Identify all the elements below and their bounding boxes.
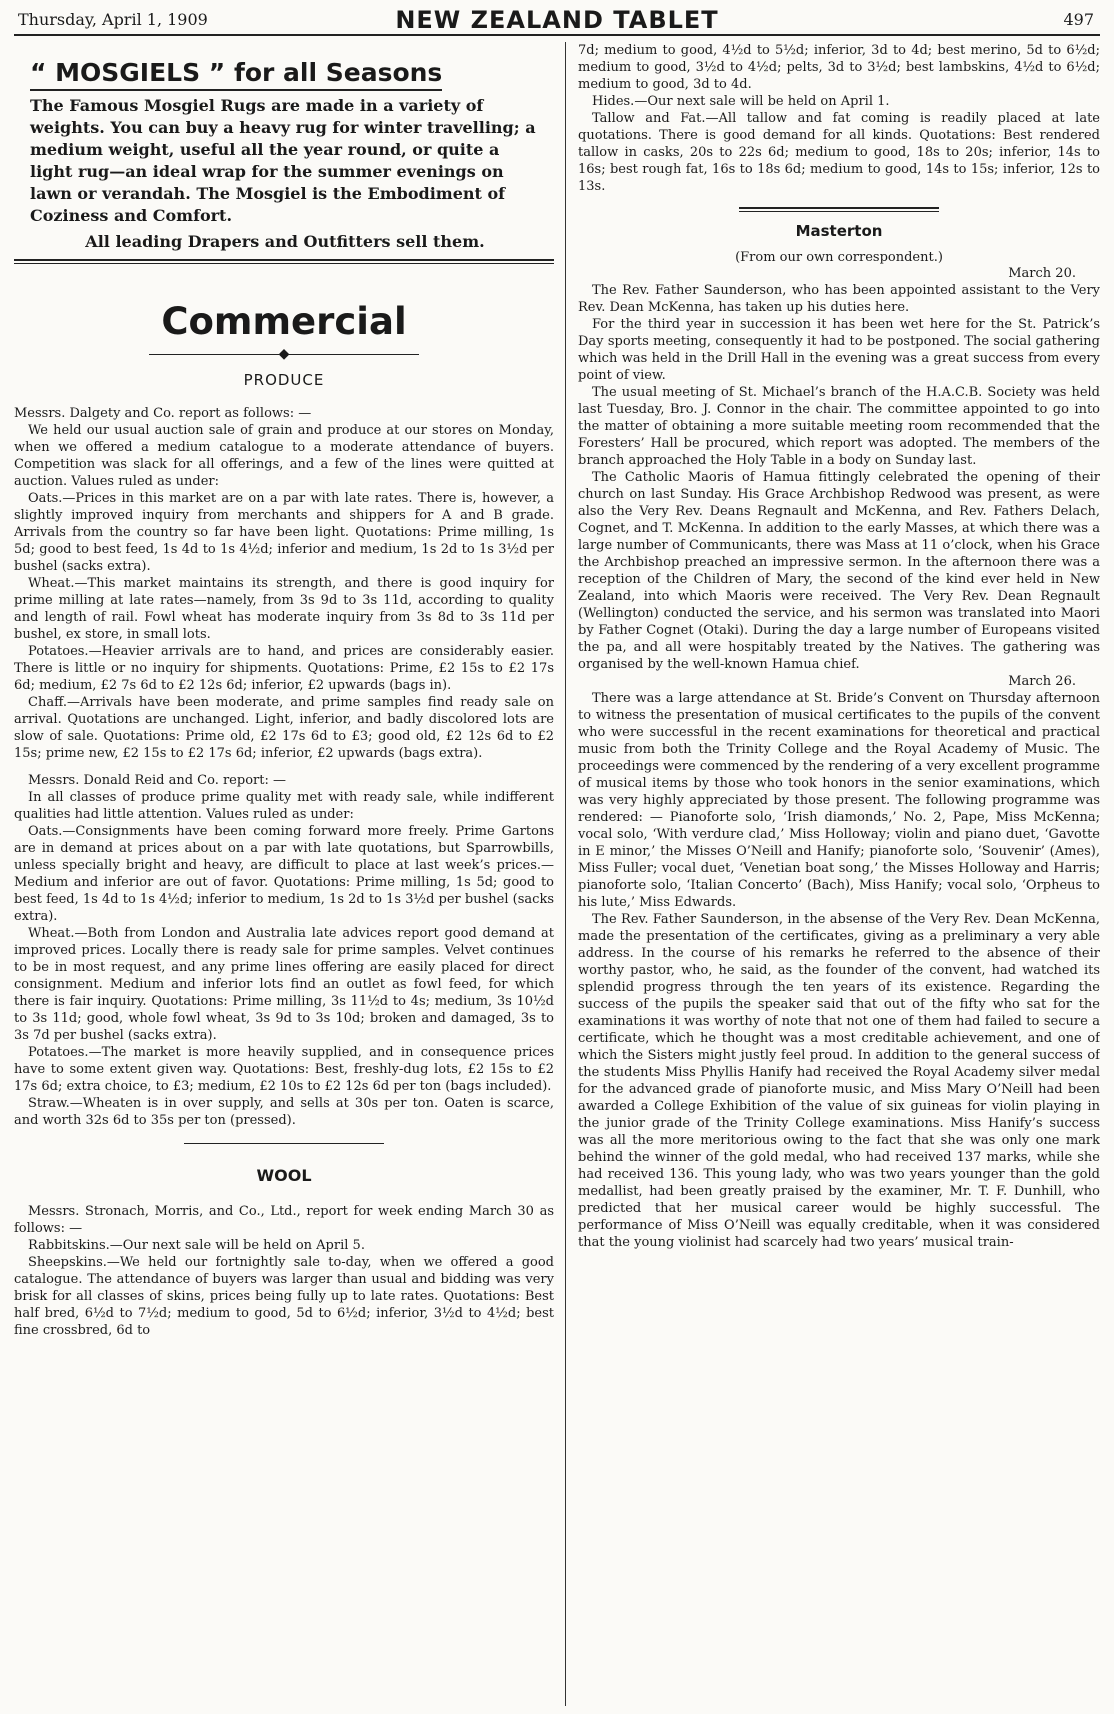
reid-para: In all classes of produce prime quality met with ready sale, while indifferent qualities had little attention. Values ruled as under:: [14, 790, 554, 822]
dalgety-oats: Oats.—Prices in this market are on a par with late rates. There is, however, a slightly improved inquiry from merchants and shippers for A and B grade. Arrivals from the country so far have been light. Quotations: Prime milling, 1s 5d; good to best feed, 1s 4d to 1s 4½d; inferior and medium, 1s 2d to 1s 3½d per bushel (sacks extra).: [14, 491, 554, 574]
dalgety-wheat: Wheat.—This market maintains its strength, and there is good inquiry for prime milling at late rates—namely, from 3s 9d to 3s 11d, according to quality and length of rail. Fowl wheat has moderate inquiry from 3s 8d to 3s 11d per bushel, ex store, in small lots.: [14, 576, 554, 642]
reid-wheat: Wheat.—Both from London and Australia late advices report good demand at improved prices. Locally there is ready sale for prime samples. Velvet continues to be in most request, and any prime lines offering are easily placed for direct consignment. Medium and inferior lots find an outlet as fowl feed, for which there is fair inquiry. Quotations: Prime milling, 3s 11½d to 4s; medium, 3s 10½d to 3s 11d; good, whole fowl wheat, 3s 9d to 3s 10d; broken and damaged, 3s to 3s 7d per bushel (sacks extra).: [14, 926, 554, 1043]
page-header: [14, 4, 1100, 36]
ad-rule: [14, 259, 554, 264]
wool-intro: Messrs. Stronach, Morris, and Co., Ltd., report for week ending March 30 as follows: —: [14, 1204, 554, 1236]
masterton-para: For the third year in succession it has been wet here for the St. Patrick’s Day sports meeting, consequently it had to be postponed. The social gathering which was held in the Drill Hall in the evening was a great success from every point of view.: [578, 317, 1100, 383]
hides-para: Hides.—Our next sale will be held on April 1.: [592, 94, 890, 109]
wool-continued: 7d; medium to good, 4½d to 5½d; inferior, 3d to 4d; best merino, 5d to 6½d; medium to good, 3½d to 4½d; pelts, 3d to 3½d; best lambskins, 4½d to 6½d; medium to good, 3d to 4d.: [578, 43, 1100, 92]
ad-body: The Famous Mosgiel Rugs are made in a variety of weights. You can buy a heavy rug for winter travelling; a medium weight, useful all the year round, or quite a light rug—an ideal wrap for the summer evenings on lawn or verandah. The Mosgiel is the Embodiment of Coziness and Comfort.: [30, 96, 536, 225]
dalgety-chaff: Chaff.—Arrivals have been moderate, and prime samples find ready sale on arrival. Quotations are unchanged. Light, inferior, and badly discolored lots are slow of sale. Quotations: Prime old, £2 17s 6d to £3; good old, £2 12s 6d to £2 15s; prime new, £2 15s to £2 17s 6d; inferior, £2 upwards (bags extra).: [14, 695, 554, 761]
wool-heading: WOOL: [256, 1166, 312, 1185]
dalgety-potatoes: Potatoes.—Heavier arrivals are to hand, and prices are considerably easier. There is little or no inquiry for shipments. Quotations: Prime, £2 15s to £2 17s 6d; medium, £2 7s 6d to £2 12s 6d; inferior, £2 upwards (bags in).: [14, 644, 554, 693]
reid-intro: Messrs. Donald Reid and Co. report: —: [28, 773, 286, 788]
left-column: [14, 42, 554, 1706]
wool-rabbitskins: Rabbitskins.—Our next sale will be held on April 5.: [28, 1238, 365, 1253]
dalgety-intro: Messrs. Dalgety and Co. report as follows: —: [14, 406, 312, 421]
dateline-1: March 20.: [1008, 266, 1076, 281]
section-rule: [184, 1143, 384, 1144]
issue-date: Thursday, April 1, 1909: [18, 10, 208, 29]
diamond-icon: ◆: [278, 346, 290, 362]
section-rule-right: [739, 207, 939, 212]
produce-heading: PRODUCE: [243, 371, 325, 389]
column-divider: [565, 42, 566, 1706]
reid-straw: Straw.—Wheaten is in over supply, and sells at 30s per ton. Oaten is scarce, and worth 32s 6d to 35s per ton (pressed).: [14, 1096, 554, 1128]
convent-para: There was a large attendance at St. Bride’s Convent on Thursday afternoon to witness the presentation of musical certificates to the pupils of the convent who were successful in the recent examinations for theoretical and practical music from both the Trinity College and the Royal Academy of Music. The proceedings were commenced by the rendering of a very excellent programme of musical items by those who took honors in the senior examinations, which was very highly appreciated by those present. The following programme was rendered: — Pianoforte solo, ‘Irish diamonds,’ No. 2, Pape, Miss McKenna; vocal solo, ‘With verdure clad,’ Miss Holloway; violin and piano duet, ‘Gavotte in E minor,’ the Misses O’Neill and Hanify; pianoforte solo, ‘Souvenir’ (Ames), Miss Fuller; vocal duet, ‘Venetian boat song,’ the Misses Holloway and Harris; pianoforte solo, ‘Italian Concerto’ (Bach), Miss Hanify; vocal solo, ‘Orpheus to his lute,’ Miss Edwards.: [578, 691, 1100, 910]
wool-sheepskins: Sheepskins.—We held our fortnightly sale to-day, when we offered a good catalogue. The attendance of buyers was larger than usual and bidding was very brisk for all classes of skins, prices being fully up to late rates. Quotations: Best half bred, 6½d to 7½d; medium to good, 5d to 6½d; inferior, 3½d to 4½d; best fine crossbred, 6d to: [14, 1255, 554, 1338]
ad-footer: All leading Drapers and Outfitters sell them.: [85, 232, 485, 251]
ad-title: “ MOSGIELS ” for all Seasons: [30, 58, 442, 91]
dalgety-para: We held our usual auction sale of grain and produce at our stores on Monday, when we offered a medium catalogue to a moderate attendance of buyers. Competition was slack for all offerings, and a few of the lines were quitted at auction. Values ruled as under:: [14, 423, 554, 489]
masthead: NEW ZEALAND TABLET: [395, 6, 719, 34]
reid-oats: Oats.—Consignments have been coming forward more freely. Prime Gartons are in demand at prices about on a par with late quotations, but Sparrowbills, unless specially bright and heavy, are difficult to place at last week’s prices.— Medium and inferior are out of favor. Quotations: Prime milling, 1s 5d; good to best feed, 1s 4d to 1s 4½d; inferior to medium, 1s 2d to 1s 3½d per bushel (sacks extra).: [14, 824, 554, 924]
tallow-para: Tallow and Fat.—All tallow and fat coming is readily placed at late quotations. There is good demand for all kinds. Quotations: Best rendered tallow in casks, 20s to 22s 6d; medium to good, 18s to 20s; inferior, 14s to 16s; best rough fat, 16s to 18s 6d; medium to good, 14s to 15s; inferior, 12s to 13s.: [578, 111, 1100, 194]
right-column: [578, 42, 1100, 1706]
masterton-heading: Masterton: [795, 222, 883, 240]
masterton-para: The Catholic Maoris of Hamua fittingly celebrated the opening of their church on last Sunday. His Grace Archbishop Redwood was present, as were also the Very Rev. Deans Regnault and McKenna, and Rev. Fathers Delach, Cognet, and T. McKenna. In addition to the early Masses, at which there was a large number of Communicants, there was Mass at 11 o’clock, when his Grace the Archbishop preached an impressive sermon. In the afternoon there was a reception of the Children of Mary, the second of the kind ever held in New Zealand, into which Maoris were received. The Very Rev. Dean Regnault (Wellington) conducted the service, and his sermon was translated into Maori by Father Cognet (Otaki). During the day a large number of Europeans visited the pa, and all were hospitably treated by the Natives. The gathering was organised by the well-known Hamua chief.: [578, 470, 1100, 672]
convent-para: The Rev. Father Saunderson, in the absense of the Very Rev. Dean McKenna, made the presentation of the certificates, giving as a preliminary a very able address. In the course of his remarks he referred to the absence of their worthy pastor, who, he said, as the founder of the convent, had watched its splendid progress through the ten years of its existence. Regarding the success of the pupils the speaker said that out of the fifty who sat for the examinations it was worthy of note that not one of them had failed to secure a certificate, which he thought was a most creditable achievement, and one of which the Sisters might justly feel proud. In addition to the general success of the students Miss Phyllis Hanify had received the Royal Academy silver medal for the advanced grade of pianoforte music, and Miss Mary O’Neill had been awarded a College Exhibition of the value of six guineas for violin playing in the junior grade of the Trinity College examinations. Miss Hanify’s success was all the more meritorious owing to the fact that she was only one mark behind the winner of the gold medal, who had received 137 marks, while she had received 136. This young lady, who was two years younger than the gold medallist, had been greatly praised by the examiner, Mr. T. F. Dunhill, who predicted that her musical career would be highly successful. The performance of Miss O’Neill was equally creditable, when it was considered that the young violinist had scarcely had two years’ musical train-: [578, 912, 1100, 1250]
ornament-rule: [14, 347, 554, 361]
page-number: 497: [1063, 10, 1094, 29]
correspondent-line: (From our own correspondent.): [735, 250, 943, 265]
reid-potatoes: Potatoes.—The market is more heavily supplied, and in consequence prices have to some extent given way. Quotations: Best, freshly-dug lots, £2 15s to £2 17s 6d; extra choice, to £3; medium, £2 10s to £2 12s 6d per ton (bags included).: [14, 1045, 554, 1094]
mosgiel-advertisement: [14, 42, 554, 253]
masterton-para: The usual meeting of St. Michael’s branch of the H.A.C.B. Society was held last Tuesday, Bro. J. Connor in the chair. The committee appointed to go into the matter of obtaining a more suitable meeting room recommended that the Foresters’ Hall be procured, which report was adopted. The members of the branch approached the Holy Table in a body on Sunday last.: [578, 385, 1100, 468]
masterton-para: The Rev. Father Saunderson, who has been appointed assistant to the Very Rev. Dean McKenna, has taken up his duties here.: [578, 283, 1100, 315]
commercial-heading: Commercial: [161, 300, 407, 343]
dateline-2: March 26.: [1008, 674, 1076, 689]
